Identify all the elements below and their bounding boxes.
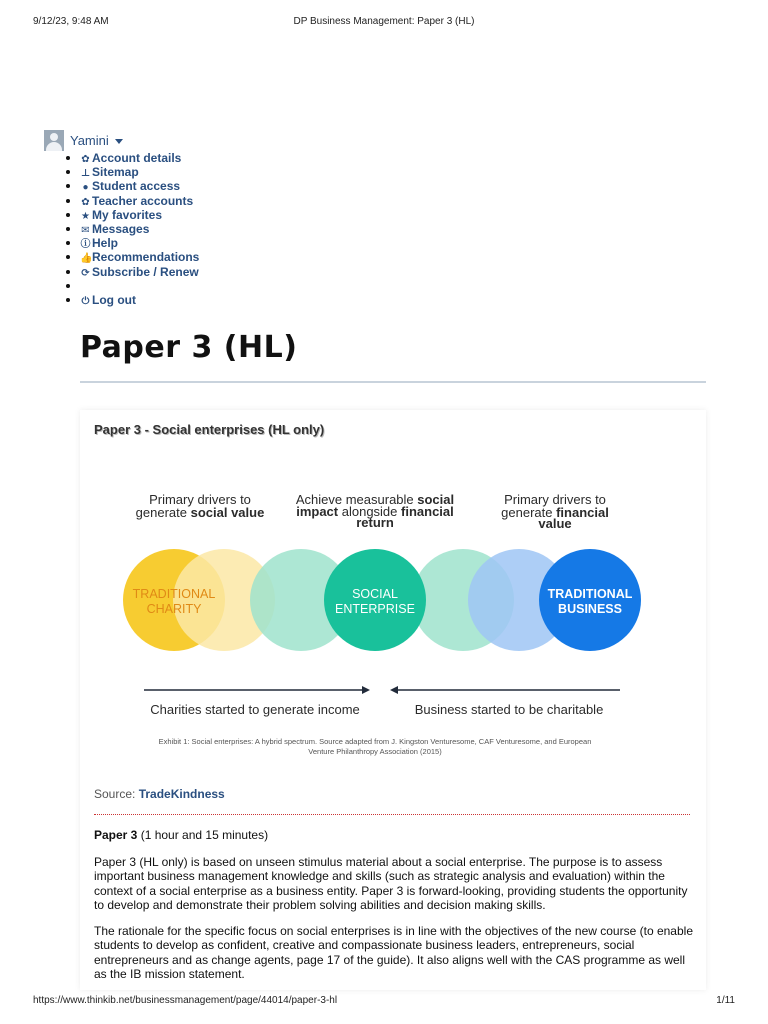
charity-label-line2: CHARITY bbox=[146, 602, 202, 616]
figure-source: Source: TradeKindness bbox=[94, 787, 225, 801]
caret-down-icon bbox=[115, 139, 123, 144]
business-label-line1: TRADITIONAL bbox=[547, 587, 633, 601]
left-caption-line2: generate social value bbox=[135, 505, 265, 520]
avatar bbox=[44, 130, 64, 151]
user-name[interactable]: Yamini bbox=[70, 133, 123, 148]
right-caption-line2: generate financial bbox=[501, 505, 609, 520]
social-label-line1: SOCIAL bbox=[352, 587, 398, 601]
power-icon: ⏻ bbox=[81, 295, 90, 307]
menu-item-account-details[interactable]: ✿ Account details bbox=[66, 151, 199, 165]
menu-item-log-out[interactable]: ⏻ Log out bbox=[66, 293, 199, 307]
refresh-icon: ⟳ bbox=[81, 267, 90, 279]
exhibit-caption-line2: Venture Philanthropy Association (2015) bbox=[308, 747, 442, 756]
gears-icon: ✿ bbox=[81, 196, 90, 208]
info-icon: ⓘ bbox=[80, 239, 91, 251]
card-title: Paper 3 - Social enterprises (HL only) bbox=[94, 422, 325, 437]
middle-caption-line2: impact alongside financial bbox=[296, 504, 454, 519]
print-date: 9/12/23, 9:48 AM bbox=[33, 16, 109, 27]
menu-item-recommendations[interactable]: 👍Recommendations bbox=[66, 250, 199, 264]
paragraph-1: Paper 3 (HL only) is based on unseen stimulus material about a social enterprise. The purpose is to assess important business management knowledge and skills (such as strategic analysis and evaluation) within the context of a social enterprise as a business entity. Paper 3 is forward-looking, providing students the opportunity to develop and demonstrate their problem solving abilities and decision making skills. bbox=[94, 855, 688, 913]
arrow-left-label: Charities started to generate income bbox=[150, 702, 360, 717]
dotted-divider bbox=[94, 814, 690, 815]
menu-item-help[interactable]: ⓘ Help bbox=[66, 236, 199, 250]
thumbs-up-icon: 👍 bbox=[80, 253, 93, 265]
gear-icon: ✿ bbox=[81, 154, 90, 165]
spectrum-diagram bbox=[94, 458, 686, 778]
exhibit-caption-line1: Exhibit 1: Social enterprises: A hybrid spectrum. Source adapted from J. Kingston Venturesome, CAF Venturesome, and European bbox=[158, 737, 592, 746]
users-icon: ● bbox=[82, 182, 89, 194]
social-enterprise-figure bbox=[94, 458, 686, 778]
sitemap-icon: ⊥ bbox=[80, 168, 91, 180]
middle-caption-line3: return bbox=[356, 515, 394, 530]
arrow-right-label: Business started to be charitable bbox=[414, 702, 604, 717]
source-link[interactable]: TradeKindness bbox=[138, 787, 225, 801]
print-doc-title: DP Business Management: Paper 3 (HL) bbox=[293, 16, 475, 27]
title-divider bbox=[80, 381, 706, 383]
envelope-icon: ✉ bbox=[81, 224, 90, 236]
page-title: Paper 3 (HL) bbox=[80, 330, 298, 365]
menu-item-subscribe-renew[interactable]: ⟳ Subscribe / Renew bbox=[66, 265, 199, 279]
print-page-number: 1/11 bbox=[716, 995, 735, 1006]
right-caption-line1: Primary drivers to bbox=[504, 492, 606, 507]
business-label-line2: BUSINESS bbox=[558, 602, 622, 616]
social-label-line2: ENTERPRISE bbox=[335, 602, 415, 616]
middle-caption-line1: Achieve measurable social bbox=[295, 492, 455, 507]
user-menu bbox=[66, 151, 199, 307]
charity-label-line1: TRADITIONAL bbox=[132, 587, 216, 601]
star-icon: ★ bbox=[81, 210, 90, 222]
menu-item-messages[interactable]: ✉ Messages bbox=[66, 222, 199, 236]
menu-item-teacher-accounts[interactable]: ✿ Teacher accounts bbox=[66, 194, 199, 208]
menu-item-empty bbox=[66, 279, 199, 293]
left-caption-line1: Primary drivers to bbox=[149, 492, 251, 507]
menu-item-my-favorites[interactable]: ★ My favorites bbox=[66, 208, 199, 222]
paper3-heading: Paper 3 (1 hour and 15 minutes) bbox=[94, 828, 269, 842]
menu-item-student-access[interactable]: ● Student access bbox=[66, 179, 199, 193]
paragraph-2: The rationale for the specific focus on social enterprises is in line with the objectives of the new course (to enable students to develop as confident, creative and compassionate business leaders, entrepreneurs, social entrepreneurs and as change agents, page 17 of the guide). It also aligns well with the CAS programme as well as the IB mission statement. bbox=[94, 924, 693, 982]
menu-item-sitemap[interactable]: ⊥ Sitemap bbox=[66, 165, 199, 179]
print-url: https://www.thinkib.net/businessmanagement/page/44014/paper-3-hl bbox=[33, 995, 338, 1006]
right-caption-line3: value bbox=[538, 516, 572, 531]
